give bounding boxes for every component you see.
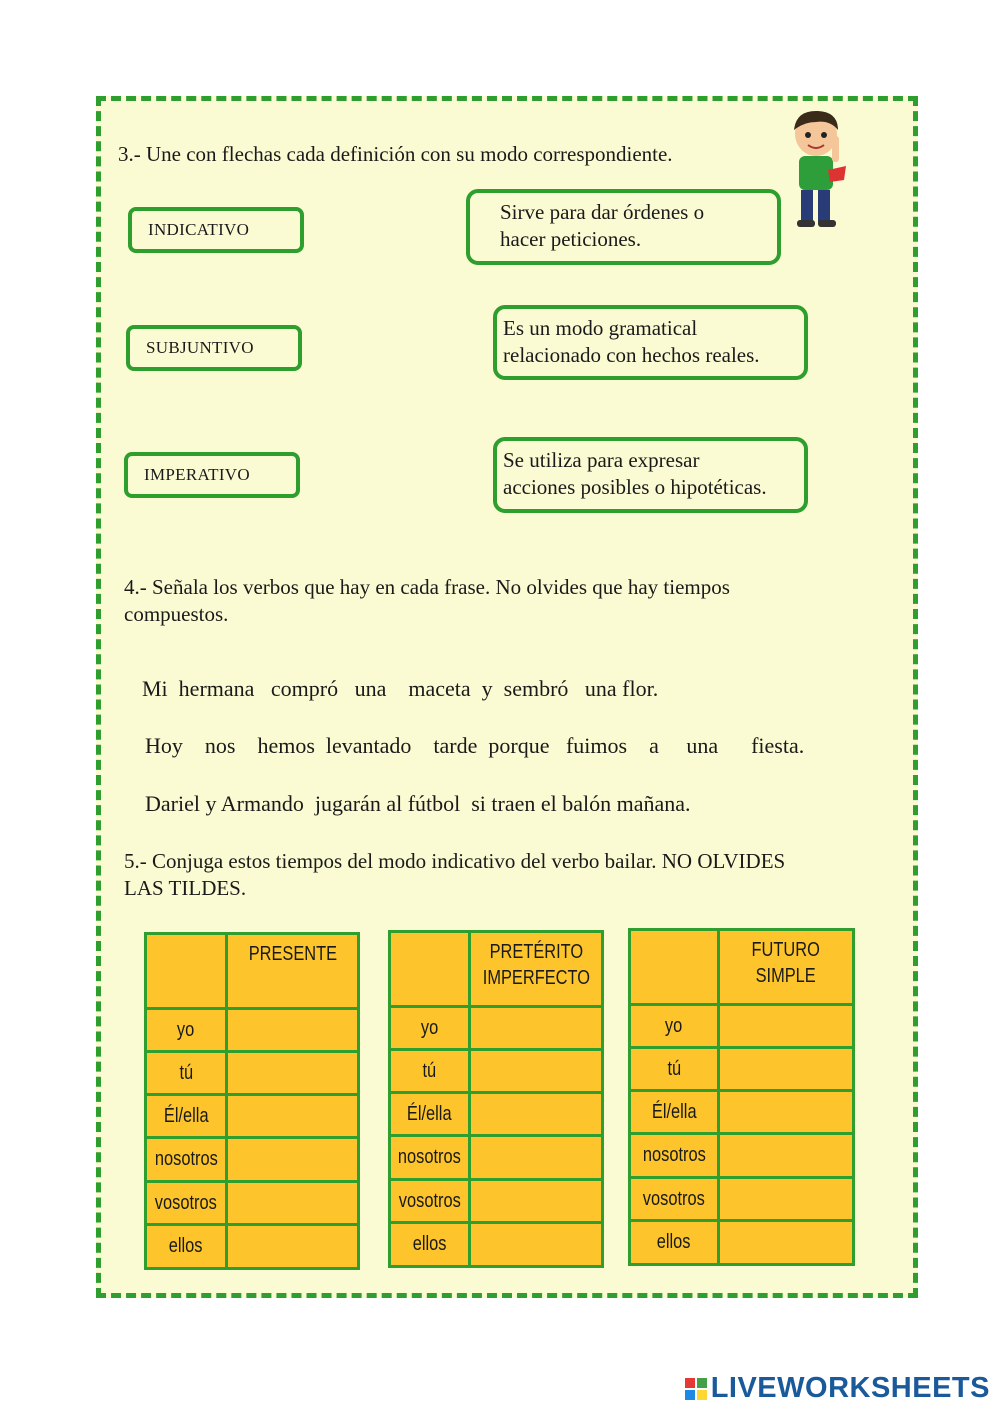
- pronoun-cell: Él/ella: [390, 1093, 470, 1136]
- pronoun-cell: ellos: [630, 1221, 719, 1265]
- sentence-2[interactable]: Hoy nos hemos levantado tarde porque fuimos a una fiesta.: [145, 733, 805, 758]
- corner-cell: [630, 930, 719, 1005]
- pronoun-cell: Él/ella: [630, 1091, 719, 1134]
- answer-cell[interactable]: [719, 1178, 854, 1221]
- tense-header-futuro-simple: FUTURO SIMPLE: [719, 930, 854, 1005]
- pronoun-cell: vosotros: [390, 1180, 470, 1223]
- corner-cell: [146, 934, 227, 1009]
- definition-box-1[interactable]: Sirve para dar órdenes o hacer peticiones.: [466, 189, 781, 265]
- conjugation-table-futuro-simple: [628, 928, 855, 1266]
- answer-cell[interactable]: [227, 1138, 359, 1182]
- mode-box-imperativo[interactable]: IMPERATIVO: [124, 452, 300, 498]
- conjugation-table-preterito-imperfecto: [388, 930, 604, 1268]
- exercise-4-instruction: 4.- Señala los verbos que hay en cada frase. No olvides que hay tiempos compuestos.: [124, 575, 730, 626]
- pronoun-cell: yo: [146, 1009, 227, 1052]
- pronoun-cell: yo: [390, 1007, 470, 1050]
- pronoun-cell: tú: [390, 1050, 470, 1093]
- answer-cell[interactable]: [719, 1048, 854, 1091]
- answer-cell[interactable]: [469, 1007, 603, 1050]
- answer-cell[interactable]: [469, 1180, 603, 1223]
- logo-text: LIVEWORKSHEETS: [710, 1372, 990, 1404]
- sentence-1[interactable]: Mi hermana compró una maceta y sembró una flor.: [142, 676, 659, 701]
- mode-box-indicativo[interactable]: INDICATIVO: [128, 207, 304, 253]
- answer-cell[interactable]: [227, 1225, 359, 1269]
- pronoun-cell: nosotros: [630, 1134, 719, 1178]
- answer-cell[interactable]: [227, 1182, 359, 1225]
- answer-cell[interactable]: [469, 1223, 603, 1267]
- exercise-5-instruction: 5.- Conjuga estos tiempos del modo indicativo del verbo bailar. NO OLVIDES LAS TILDES.: [124, 849, 786, 900]
- pronoun-cell: ellos: [146, 1225, 227, 1269]
- answer-cell[interactable]: [719, 1091, 854, 1134]
- pronoun-cell: nosotros: [390, 1136, 470, 1180]
- pronoun-cell: vosotros: [630, 1178, 719, 1221]
- logo-blocks-icon: [685, 1378, 707, 1400]
- pronoun-cell: vosotros: [146, 1182, 227, 1225]
- corner-cell: [390, 932, 470, 1007]
- pronoun-cell: ellos: [390, 1223, 470, 1267]
- mode-box-subjuntivo[interactable]: SUBJUNTIVO: [126, 325, 302, 371]
- tense-header-preterito-imperfecto: PRETÉRITO IMPERFECTO: [469, 932, 603, 1007]
- exercise-3-instruction: 3.- Une con flechas cada definición con su modo correspondiente.: [118, 142, 673, 166]
- conjugation-table-presente: [144, 932, 360, 1270]
- answer-cell[interactable]: [227, 1009, 359, 1052]
- pronoun-cell: Él/ella: [146, 1095, 227, 1138]
- definition-box-3[interactable]: Se utiliza para expresar acciones posibles o hipotéticas.: [493, 437, 808, 513]
- answer-cell[interactable]: [227, 1095, 359, 1138]
- answer-cell[interactable]: [719, 1221, 854, 1265]
- answer-cell[interactable]: [469, 1050, 603, 1093]
- pronoun-cell: tú: [146, 1052, 227, 1095]
- tense-header-presente: PRESENTE: [227, 934, 359, 1009]
- answer-cell[interactable]: [719, 1005, 854, 1048]
- pronoun-cell: tú: [630, 1048, 719, 1091]
- sentence-3[interactable]: Dariel y Armando jugarán al fútbol si traen el balón mañana.: [145, 791, 691, 816]
- answer-cell[interactable]: [469, 1093, 603, 1136]
- answer-cell[interactable]: [719, 1134, 854, 1178]
- pronoun-cell: yo: [630, 1005, 719, 1048]
- liveworksheets-logo: [685, 1372, 990, 1405]
- answer-cell[interactable]: [227, 1052, 359, 1095]
- definition-box-2[interactable]: Es un modo gramatical relacionado con hechos reales.: [493, 305, 808, 380]
- answer-cell[interactable]: [469, 1136, 603, 1180]
- pronoun-cell: nosotros: [146, 1138, 227, 1182]
- boy-illustration: [786, 108, 862, 232]
